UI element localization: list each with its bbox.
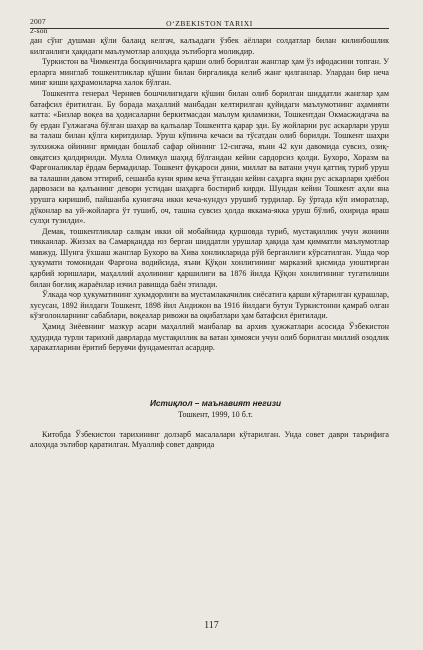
review-source: Тошкент, 1999, 10 б.т. bbox=[178, 409, 253, 419]
article-body bbox=[30, 36, 389, 451]
review-paragraph: Китобда Ўзбекистон тарихининг долзарб масалалари кўтарилган. Унда совет даври таърифига алоҳида эътибор қаратилган. Муаллиф совет даврида bbox=[30, 429, 389, 450]
paragraph-2: Туркистон ва Чимкентда босқинчиларга қарши олиб борилган жанглар ҳам ўз ифодасини топган. У ерларга минглаб тошкентликлар қўшин билан биргаликда келиб жанг қилганлар. Улардан бир неча минг киши қаҳрамонларча халок бўлган. bbox=[30, 57, 389, 88]
paragraph-6: Ҳамид Зиёевнинг мазкур асари маҳаллий манбалар ва архив ҳужжатлари асосида Ўзбекистон ҳудудида турли тарихий даврларда мустақиллик ва ватан ҳимояси учун олиб борилган миллий озодлик ҳаракатларини ёритиб берувчи фундаментал асардир. bbox=[30, 322, 389, 353]
header-year: 2007 bbox=[30, 17, 46, 26]
header-journal-title: O‘ZBEKISTON TARIXI bbox=[166, 19, 253, 28]
review-title: Истиқлол – маънавият негизи bbox=[149, 397, 282, 408]
review-gap bbox=[30, 420, 389, 430]
page-number: 117 bbox=[204, 620, 219, 631]
header-issue: 2-son bbox=[30, 26, 48, 35]
paragraph-3: Тошкентга генерал Черняев бошчилигидаги қўшин билан олиб борилган шиддатли жанглар ҳам батафсил ёритилган. Бу борада маҳаллий манбадан келтирилган қуйидаги маълумотнинг аҳамияти катта: «Бизлар воқеа ва ҳодисаларни беркитмасдан маълум қиламизки, Тошкентдан Окмасжидгача ва бу ердан Гулжагача бўлган шаҳар ва қалъалар Тошкентга қарар эди. Бу жойларни рус аскарлари уруш ва талаш билан қўлга киритдилар. Уруш кўпинча кечаси ва тўсатдан олиб борилди. Тошкент шаҳри зулхижжа ойининг ярмидан бошлаб сафар ойининг 12-сигача, яъни 42 кун давомида сувсиз, озиқ-овқатсиз қолдирилди. Мулла Олимқул шаҳид бўлгандан кейин сардорсиз қолди. Бухоро, Хоразм ва Фарғоналиклар ёрдам бермадилар. Тошкент фуқароси дини, миллат ва ватани учун қаттиқ туриб уруш ва талашни давом эттириб, сешанба куни ярим кеча ўтгандан кейин саҳарга яқин рус аскарлари ҳиёбон дарвозаси ва қалъанинг девори устидан шаҳарга бостириб кирди. Шундан кейин Тошкент аҳли яна урушга киришиб, пайшанба кунигача икки кеча-кундуз урушиб турдилар. Бу ўртада кўп иморатлар, дўконлар ва уй-жойларга ўт тушиб, оч, ташна сувсиз ҳолда яккама-якка уруш бўлиб, охирида яраш сулҳи тузилди». bbox=[30, 88, 389, 226]
paragraph-1: дан сўнг душман қўли баланд келгач, калъадаги ўзбек аёллари солдатлар билан килинбошлик килганлиги ҳақидаги маълумотлар алоҳида эътиборга моликдир. bbox=[30, 36, 389, 56]
header-rule bbox=[30, 28, 389, 29]
paragraph-4: Демак, тошкентликлар салқам икки ой мобайнида қуршовда туриб, мустақиллик учун жонини тикканлар. Жиззах ва Самарқандда юз берган шиддатли урушлар ҳақида ҳам қимматли маълумотлар мавжуд. Шунга ўхшаш жанглар Бухоро ва Хива хонликларида рўй берганлиги кўрсатилган. Ушда чор ҳукумати томонидан Фарғона водийсида, яъни Қўқон хонлигининг марказий қисмида уюштирган қарбий юришлари, маҳаллий аҳолининг қаршилиги ва 1876 йилда Қўқон хонлигининг тугатилиши билан боғлиқ жараёнлар изчил равишда баён этилади. bbox=[30, 226, 389, 289]
section-spacer bbox=[30, 354, 389, 398]
paragraph-5: Ўлкада чор ҳукуматининг ҳукмдорлиги ва мустамлакачилик сиёсатига қарши кўтарилган қурашлар, хусусан, 1892 йилдаги Тошкент, 1898 йил Андижон ва 1916 йилдаги бутун Туркистонни қамраб олган кўзғолонларнинг сабаблари, воқеалар ривожи ва оқибатлари ҳам батафсил ёритилади. bbox=[30, 290, 389, 321]
